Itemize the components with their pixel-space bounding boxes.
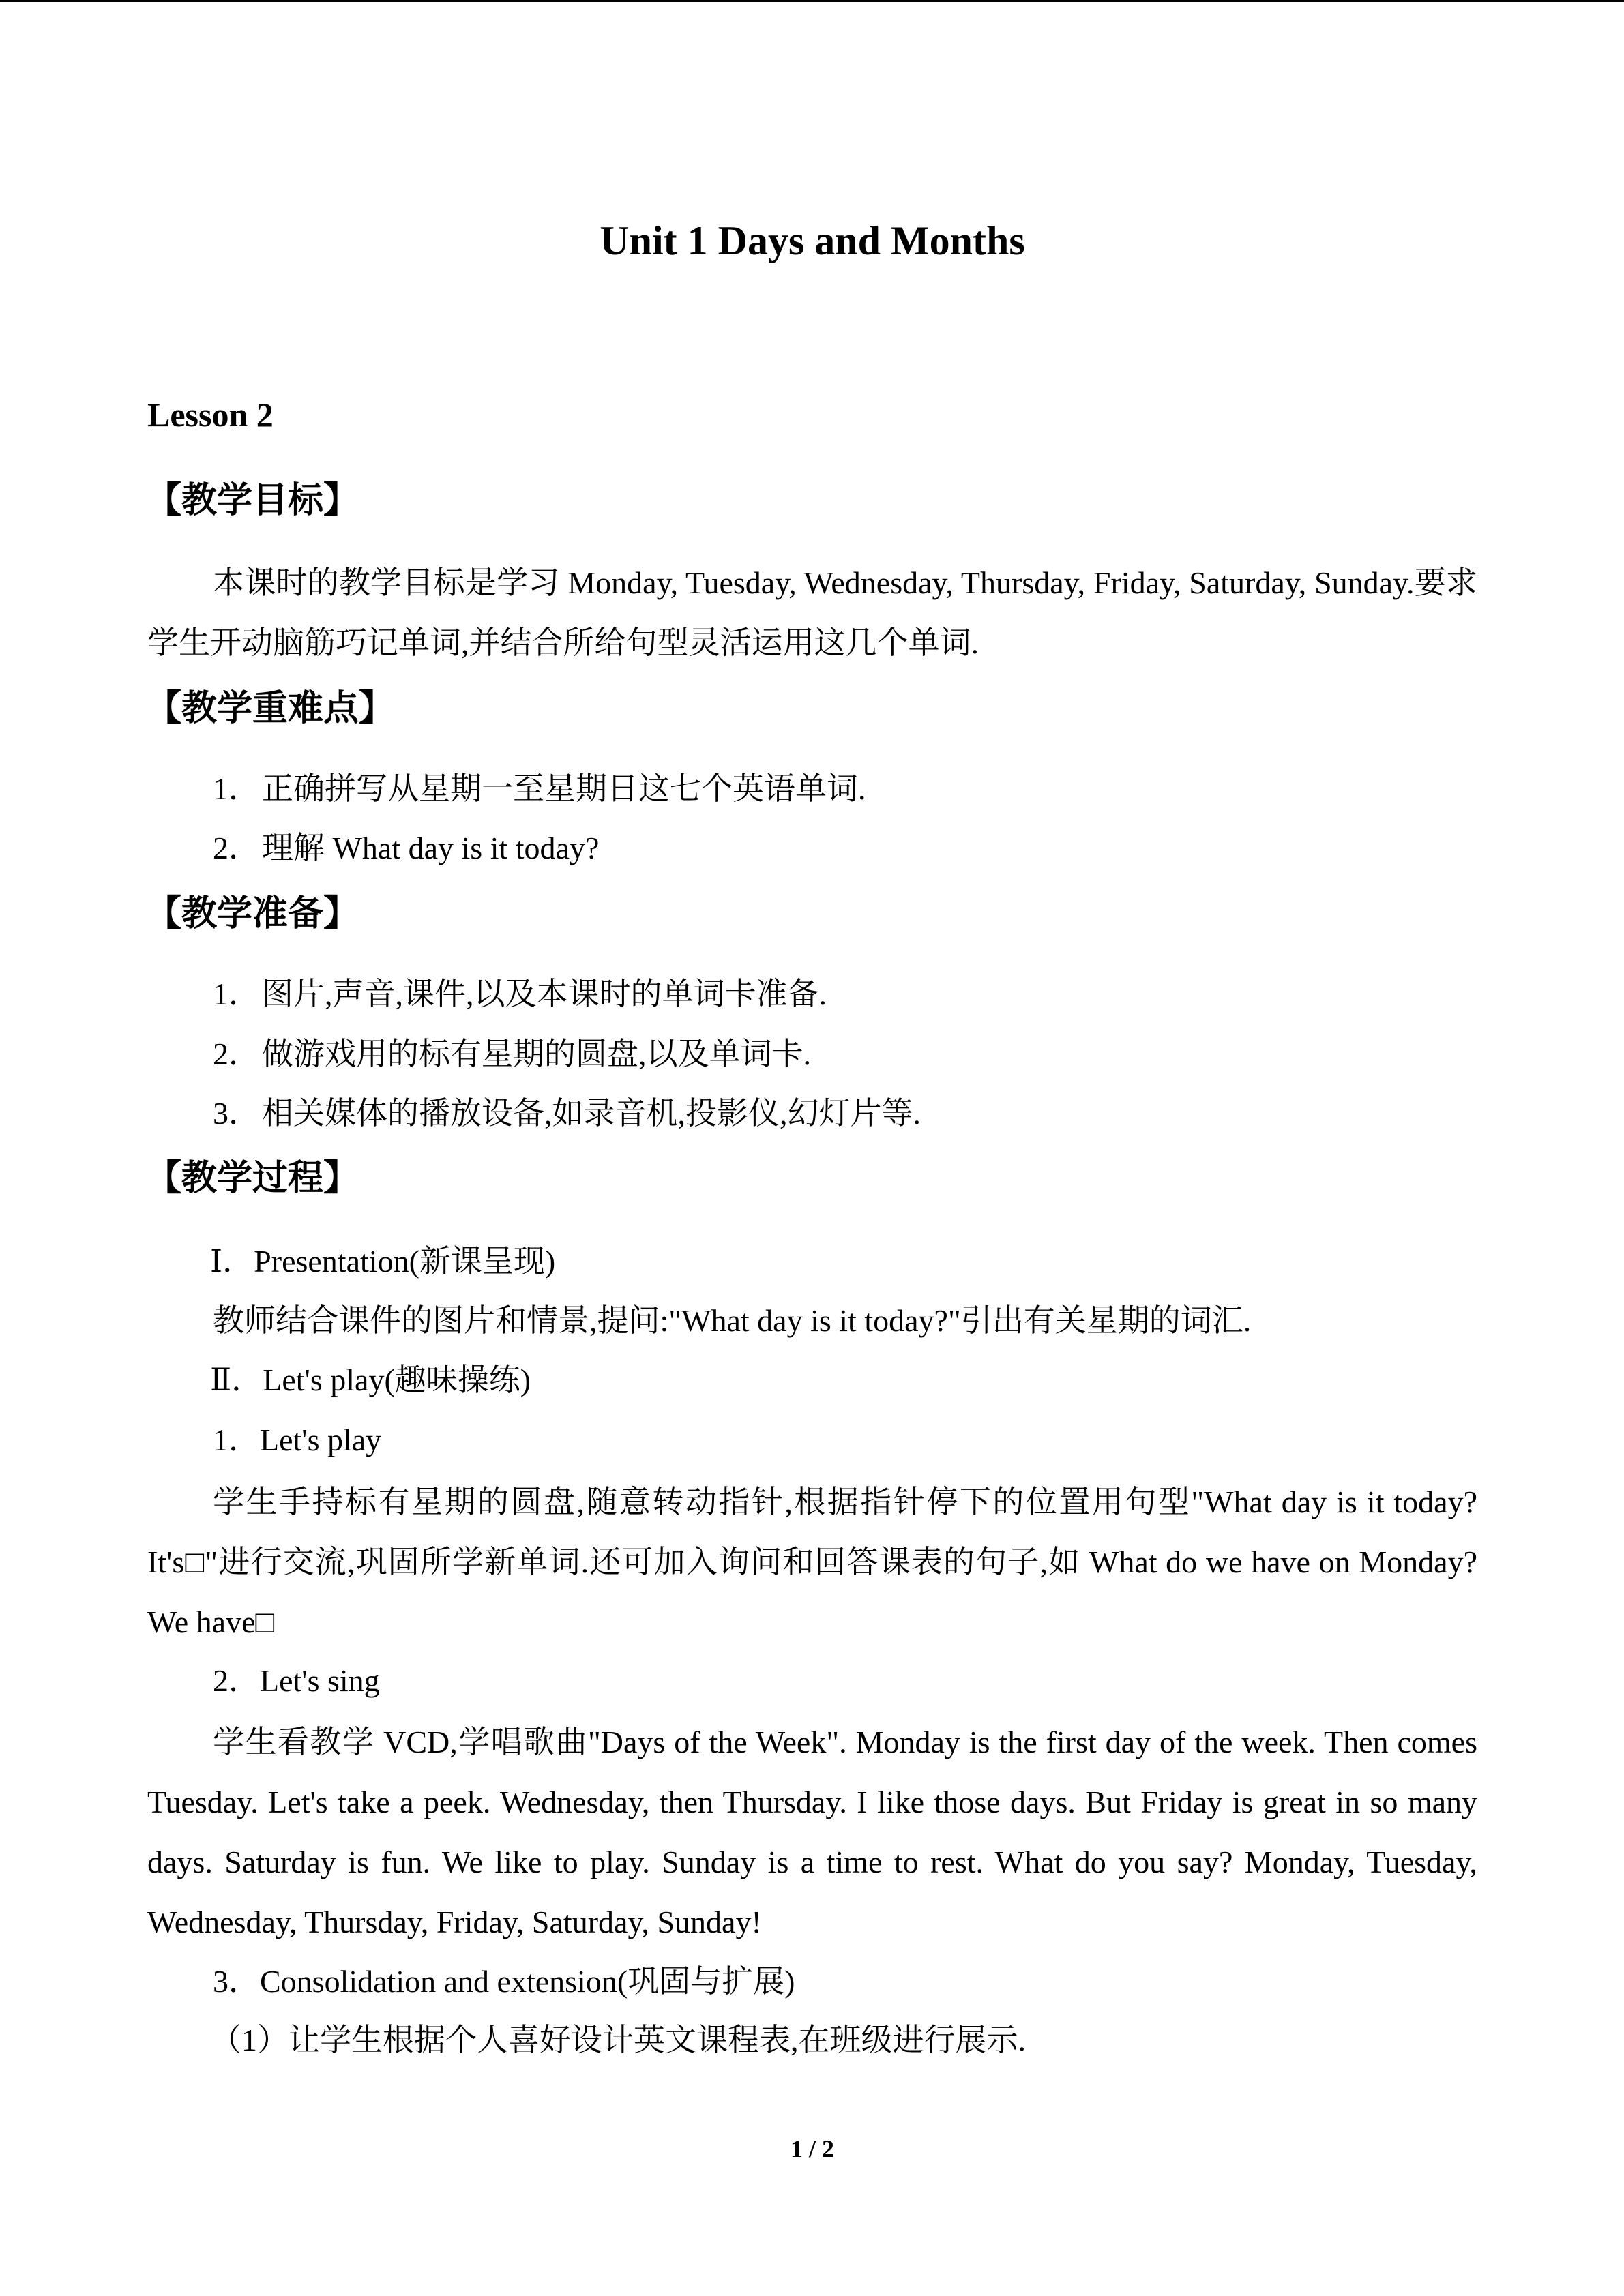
sing-label: 2．Let's sing	[213, 1663, 380, 1698]
preparation-item	[213, 1093, 921, 1134]
lesson-heading: Lesson 2	[147, 396, 274, 434]
top-border-rule	[0, 0, 1624, 2]
key-points-heading: 【教学重难点】	[146, 688, 395, 729]
process-heading: 【教学过程】	[146, 1158, 359, 1199]
step1-text: 教师结合课件的图片和情景,提问:"What day is it today?"引出有关星期的词汇.	[213, 1303, 1252, 1338]
item-text: 正确拼写从星期一至星期日这七个英语单词.	[262, 771, 866, 806]
step1-label: Ⅰ．Presentation(新课呈现)	[210, 1244, 556, 1279]
consolidation-item: （1）让学生根据个人喜好设计英文课程表,在班级进行展示.	[210, 2023, 1026, 2057]
preparation-item	[213, 974, 827, 1015]
item-text: 相关媒体的播放设备,如录音机,投影仪,幻灯片等.	[262, 1096, 921, 1131]
item-number: 1．	[213, 976, 260, 1011]
item-number: 1．	[213, 771, 260, 806]
key-point-item	[213, 769, 866, 809]
page-number: 1 / 2	[790, 2135, 834, 2162]
play-label: 1．Let's play	[213, 1422, 382, 1457]
play-paragraph: 学生手持标有星期的圆盘,随意转动指针,根据指针停下的位置用句型"What day is it today? It's□"进行交流,巩固所学新单词.还可加入询问和回答课表的句子,如 What do we have on Monday? We have□	[147, 1485, 1477, 1639]
objectives-heading: 【教学目标】	[146, 480, 359, 521]
preparation-heading: 【教学准备】	[146, 893, 359, 934]
item-number: 2．	[213, 1037, 260, 1071]
document-title: Unit 1 Days and Months	[600, 218, 1025, 263]
objectives-paragraph: 本课时的教学目标是学习 Monday, Tuesday, Wednesday, Thursday, Friday, Saturday, Sunday.要求学生开动脑筋巧记单词,并结合所给句型灵活运用这几个单词.	[147, 565, 1477, 660]
step2-label: Ⅱ．Let's play(趣味操练)	[210, 1362, 531, 1397]
item-text: 理解 What day is it today?	[262, 831, 600, 865]
item-text: 做游戏用的标有星期的圆盘,以及单词卡.	[262, 1037, 811, 1071]
item-text: 图片,声音,课件,以及本课时的单词卡准备.	[262, 976, 827, 1011]
key-point-item	[213, 828, 599, 869]
item-number: 3．	[213, 1096, 260, 1131]
consolidation-label: 3．Consolidation and extension(巩固与扩展)	[213, 1964, 795, 1999]
preparation-item	[213, 1034, 811, 1075]
item-number: 2．	[213, 831, 260, 865]
sing-paragraph: 学生看教学 VCD,学唱歌曲"Days of the Week". Monday is the first day of the week. Then comes Tuesday. Let's take a peek. Wednesday, then Thursday. I like those days. But Friday is great in so many days. Saturday is fun. We like to play. Sunday is a time to rest. What do you say? Monday, Tuesday, Wednesday, Thursday, Friday, Saturday, Sunday!	[147, 1725, 1477, 1939]
